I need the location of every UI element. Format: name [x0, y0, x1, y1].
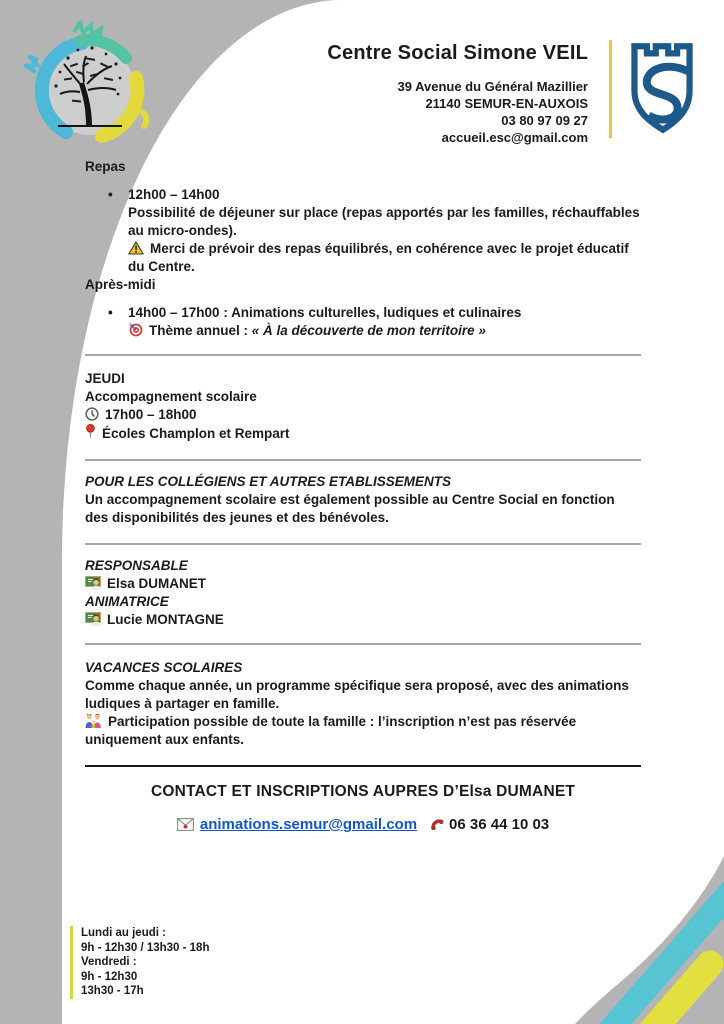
- contact-divider: [85, 765, 641, 767]
- apres-midi-heading: Après-midi: [85, 277, 156, 292]
- apres-midi-activity: 14h00 – 17h00 : Animations culturelles, ludiques et culinaires: [128, 305, 522, 320]
- animatrice-line: Lucie MONTAGNE: [85, 611, 641, 629]
- contact-heading: CONTACT ET INSCRIPTIONS AUPRES D’Elsa DUMANET: [150, 783, 576, 800]
- contact-email-link[interactable]: animations.semur@gmail.com: [199, 816, 418, 833]
- address-line-2: 21140 SEMUR-EN-AUXOIS: [425, 96, 588, 111]
- jeudi-heading: JEUDI: [85, 371, 125, 386]
- semur-shield-logo: [622, 33, 702, 143]
- org-email: accueil.esc@gmail.com: [441, 130, 588, 145]
- warning-icon: [128, 241, 144, 255]
- vacances-heading: VACANCES SCOLAIRES: [85, 660, 243, 675]
- responsable-line: Elsa DUMANET: [85, 575, 641, 593]
- hours-line: 9h - 12h30 / 13h30 - 18h: [81, 941, 210, 954]
- org-name: Centre Social Simone VEIL: [327, 42, 588, 64]
- repas-desc: Possibilité de déjeuner sur place (repas apportés par les familles, réchauffables au micro-ondes).: [128, 205, 640, 238]
- jeudi-subheading: Accompagnement scolaire: [85, 389, 257, 404]
- section-divider: [85, 543, 641, 545]
- repas-warning: Merci de prévoir des repas équilibrés, en cohérence avec le projet éducatif du Centre.: [128, 241, 629, 274]
- document-body: [85, 158, 641, 834]
- repas-time: 12h00 – 14h00: [128, 187, 220, 202]
- address-line-1: 39 Avenue du Général Mazillier: [397, 79, 588, 94]
- bullet-marker: •: [108, 187, 113, 202]
- section-divider: [85, 459, 641, 461]
- round-pushpin-icon: [85, 424, 96, 440]
- hours-line: 13h30 - 17h: [81, 985, 144, 997]
- hours-line: Lundi au jeudi :: [81, 927, 166, 939]
- vacances-body: Comme chaque année, un programme spécifique sera proposé, avec des animations ludiques à partager en famille.: [85, 678, 629, 711]
- animatrice-heading: ANIMATRICE: [85, 594, 169, 609]
- target-icon: [128, 322, 143, 337]
- telephone-receiver-icon: [427, 814, 444, 831]
- corner-stripes-decoration: [514, 824, 724, 1024]
- section-divider: [85, 643, 641, 645]
- header-separator-rule: [609, 40, 612, 138]
- teacher-icon: [85, 612, 101, 626]
- org-phone: 03 80 97 09 27: [501, 113, 588, 128]
- bullet-marker: •: [108, 305, 113, 320]
- theme-title: « À la découverte de mon territoire »: [251, 323, 486, 338]
- hours-line: 9h - 12h30: [81, 970, 138, 983]
- participation-line: Participation possible de toute la famille : l’inscription n’est pas réservée uniquement aux enfants.: [85, 714, 577, 747]
- contact-phone: 06 36 44 10 03: [449, 816, 550, 833]
- letterhead: [230, 42, 588, 146]
- repas-heading: Repas: [85, 159, 126, 174]
- teacher-icon: [85, 576, 101, 590]
- theme-line: Thème annuel : « À la découverte de mon territoire »: [128, 322, 641, 340]
- opening-hours: [70, 926, 209, 999]
- clock-icon: [85, 407, 99, 421]
- collegiens-heading: POUR LES COLLÉGIENS ET AUTRES ETABLISSEMENTS: [85, 474, 452, 489]
- apres-midi-list-item: [85, 304, 641, 340]
- family-icon: [85, 714, 102, 728]
- responsable-heading: RESPONSABLE: [85, 558, 188, 573]
- hours-line: Vendredi :: [81, 956, 137, 968]
- contact-line: [85, 814, 641, 834]
- collegiens-body: Un accompagnement scolaire est également possible au Centre Social en fonction des disponibilités des jeunes et des bénévoles.: [85, 492, 615, 525]
- jeudi-time-line: 17h00 – 18h00: [85, 406, 641, 424]
- repas-list-item: [85, 186, 641, 276]
- jeudi-location-line: Écoles Champlon et Rempart: [85, 424, 641, 443]
- tree-word-art-logo: [24, 20, 158, 158]
- section-divider: [85, 354, 641, 356]
- envelope-icon: [177, 818, 194, 831]
